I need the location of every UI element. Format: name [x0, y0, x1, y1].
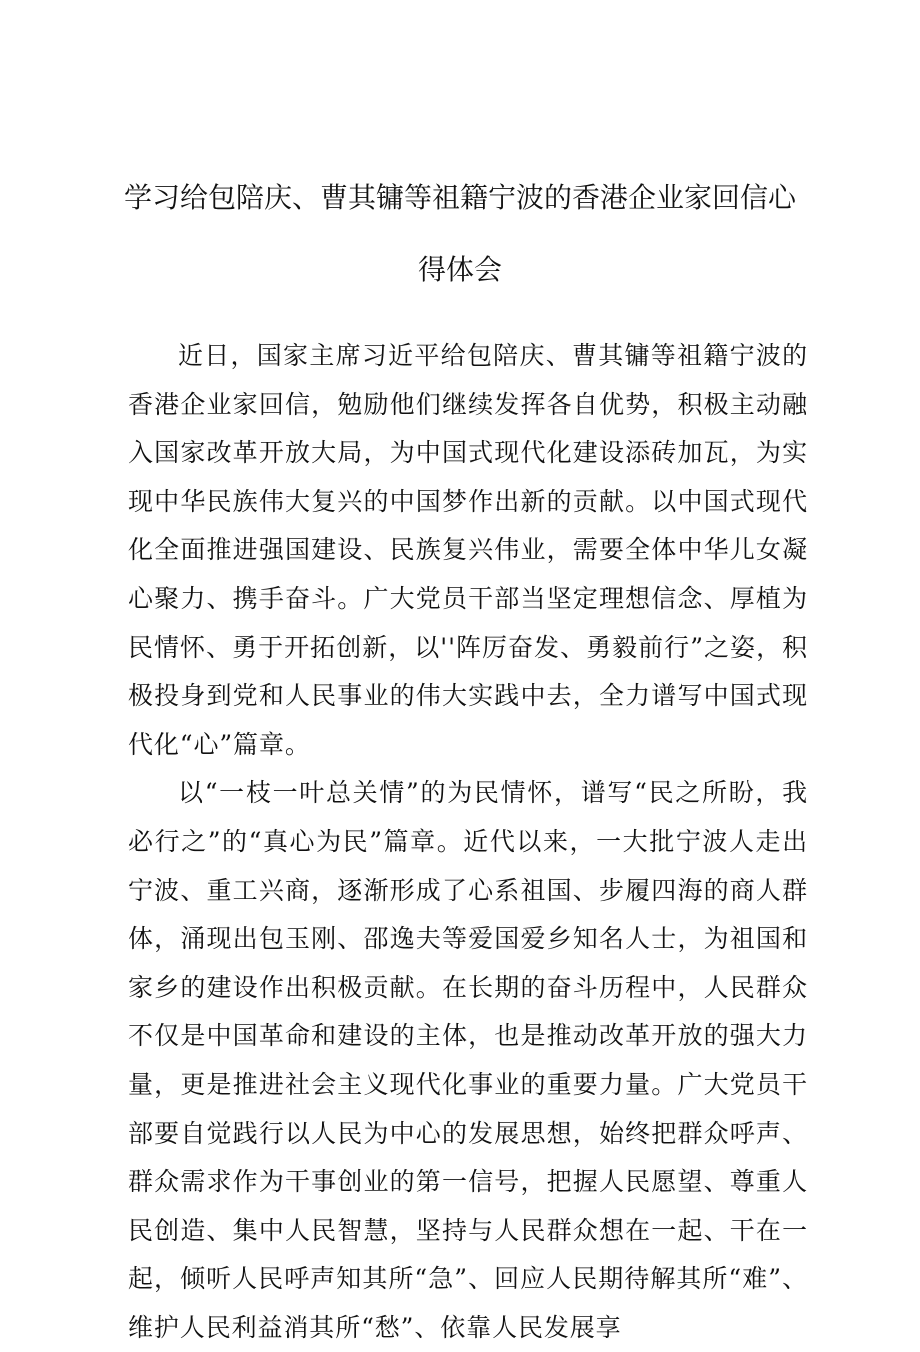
title-line-1: 学习给包陪庆、曹其镛等祖籍宁波的香港企业家回信心 — [123, 181, 796, 214]
document-title — [110, 162, 810, 306]
title-line-2: 得体会 — [417, 253, 502, 286]
paragraph-1: 近日，国家主席习近平给包陪庆、曹其镛等祖籍宁波的香港企业家回信，勉励他们继续发挥各自优势，积极主动融入国家改革开放大局，为中国式现代化建设添砖加瓦，为实现中华民族伟大复兴的中国梦作出新的贡献。以中国式现代化全面推进强国建设、民族复兴伟业，需要全体中华儿女凝心聚力、携手奋斗。广大党员干部当坚定理想信念、厚植为民情怀、勇于开拓创新，以''阵厉奋发、勇毅前行”之姿，积极投身到党和人民事业的伟大实践中去，全力谱写中国式现代化“心”篇章。 — [128, 341, 808, 759]
paragraph-2: 以“一枝一叶总关情”的为民情怀，谱写“民之所盼，我必行之”的“真心为民”篇章。近代以来，一大批宁波人走出宁波、重工兴商，逐渐形成了心系祖国、步履四海的商人群体，涌现出包玉刚、邵逸夫等爱国爱乡知名人士，为祖国和家乡的建设作出积极贡献。在长期的奋斗历程中，人民群众不仅是中国革命和建设的主体，也是推动改革开放的强大力量，更是推进社会主义现代化事业的重要力量。广大党员干部要自觉践行以人民为中心的发展思想，始终把群众呼声、群众需求作为干事创业的第一信号，把握人民愿望、尊重人民创造、集中人民智慧，坚持与人民群众想在一起、干在一起，倾听人民呼声知其所“急”、回应人民期待解其所“难”、维护人民利益消其所“愁”、依靠人民发展享 — [128, 778, 808, 1342]
document-body — [128, 332, 808, 1352]
